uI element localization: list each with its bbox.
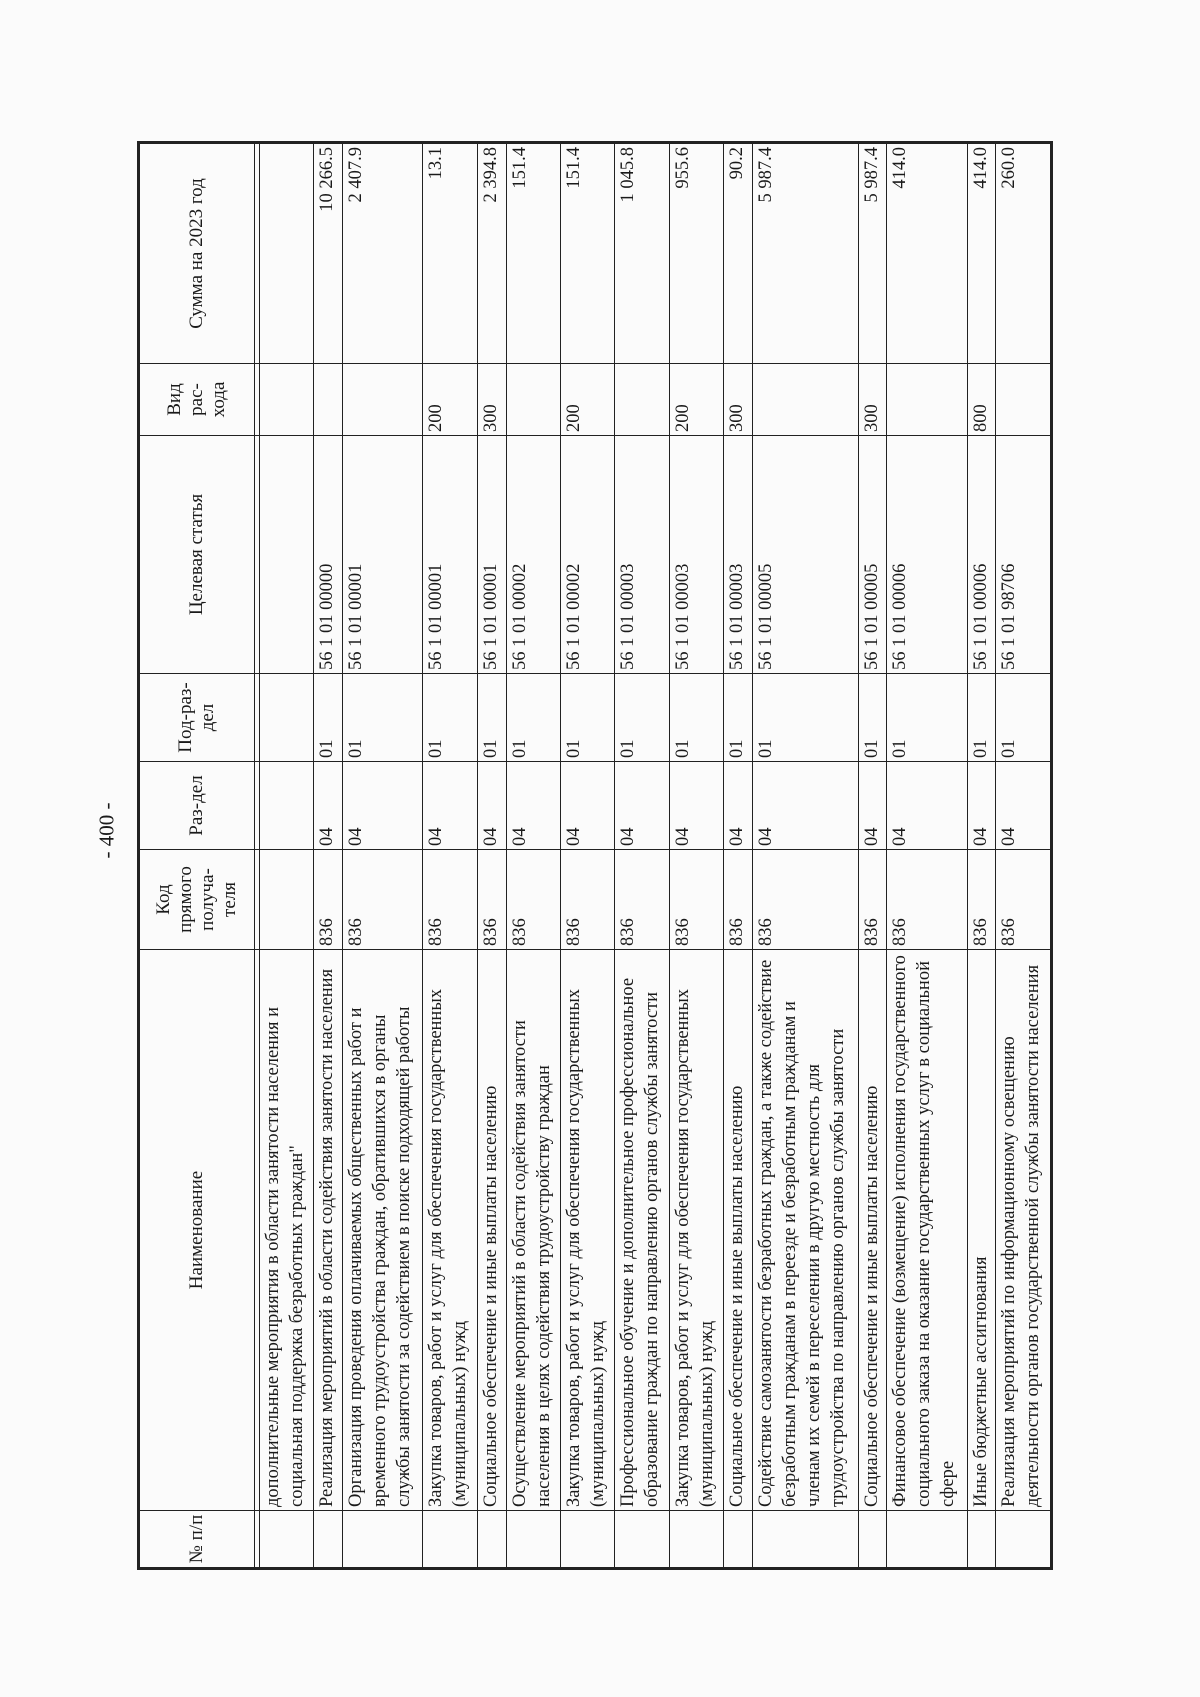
table-row: [967, 143, 996, 1569]
row-target-cell: 56 1 01 00001: [477, 436, 506, 674]
row-num-cell: [506, 1511, 560, 1569]
row-section-cell: 04: [615, 762, 669, 850]
row-expense-cell: [506, 364, 560, 436]
row-expense-cell: [753, 364, 859, 436]
row-section-cell: 04: [560, 762, 614, 850]
row-recipient-cell: 836: [560, 850, 614, 950]
row-name-cell: Социальное обеспечение и иные выплаты населению: [477, 950, 506, 1511]
row-sum-cell: 414.0: [967, 143, 996, 364]
row-target-cell: 56 1 01 00003: [724, 436, 753, 674]
row-subsection-cell: [260, 674, 314, 762]
row-sum-cell: 1 045.8: [615, 143, 669, 364]
table-row: [669, 143, 723, 1569]
row-target-cell: 56 1 01 98706: [996, 436, 1052, 674]
row-section-cell: 04: [314, 762, 343, 850]
row-name-cell: Иные бюджетные ассигнования: [967, 950, 996, 1511]
header-expense: Вид рас-хода: [139, 364, 255, 436]
row-target-cell: 56 1 01 00001: [423, 436, 477, 674]
row-sum-cell: 90.2: [724, 143, 753, 364]
row-target-cell: 56 1 01 00000: [314, 436, 343, 674]
row-subsection-cell: 01: [477, 674, 506, 762]
row-expense-cell: [887, 364, 967, 436]
row-subsection-cell: 01: [343, 674, 423, 762]
row-target-cell: 56 1 01 00005: [858, 436, 887, 674]
budget-table: [137, 141, 1053, 1570]
row-section-cell: 04: [669, 762, 723, 850]
row-num-cell: [858, 1511, 887, 1569]
row-sum-cell: 151.4: [560, 143, 614, 364]
row-num-cell: [477, 1511, 506, 1569]
header-row: [139, 143, 255, 1569]
header-recipient: Код прямого получа-теля: [139, 850, 255, 950]
row-sum-cell: [260, 143, 314, 364]
row-name-cell: Социальное обеспечение и иные выплаты населению: [724, 950, 753, 1511]
header-section: Раз-дел: [139, 762, 255, 850]
row-sum-cell: 260.0: [996, 143, 1052, 364]
row-num-cell: [669, 1511, 723, 1569]
table-row: [260, 143, 314, 1569]
row-subsection-cell: 01: [506, 674, 560, 762]
row-name-cell: Закупка товаров, работ и услуг для обеспечения государственных (муниципальных) нужд: [560, 950, 614, 1511]
table-row: [996, 143, 1052, 1569]
row-recipient-cell: 836: [887, 850, 967, 950]
row-recipient-cell: 836: [753, 850, 859, 950]
row-section-cell: 04: [423, 762, 477, 850]
row-sum-cell: 5 987.4: [858, 143, 887, 364]
row-recipient-cell: 836: [996, 850, 1052, 950]
row-recipient-cell: 836: [314, 850, 343, 950]
row-target-cell: 56 1 01 00006: [887, 436, 967, 674]
row-target-cell: 56 1 01 00003: [615, 436, 669, 674]
row-subsection-cell: 01: [423, 674, 477, 762]
row-name-cell: Закупка товаров, работ и услуг для обеспечения государственных (муниципальных) нужд: [669, 950, 723, 1511]
table-row: [314, 143, 343, 1569]
row-name-cell: Осуществление мероприятий в области содействия занятости населения в целях содействия трудоустройству граждан: [506, 950, 560, 1511]
row-name-cell: Социальное обеспечение и иные выплаты населению: [858, 950, 887, 1511]
table-row: [724, 143, 753, 1569]
row-num-cell: [314, 1511, 343, 1569]
row-subsection-cell: 01: [996, 674, 1052, 762]
row-target-cell: 56 1 01 00001: [343, 436, 423, 674]
table-row: [887, 143, 967, 1569]
row-recipient-cell: 836: [669, 850, 723, 950]
row-num-cell: [260, 1511, 314, 1569]
row-target-cell: [260, 436, 314, 674]
table-row: [560, 143, 614, 1569]
row-num-cell: [753, 1511, 859, 1569]
row-subsection-cell: 01: [724, 674, 753, 762]
row-section-cell: 04: [724, 762, 753, 850]
row-name-cell: Реализация мероприятий в области содействия занятости населения: [314, 950, 343, 1511]
row-num-cell: [724, 1511, 753, 1569]
row-subsection-cell: 01: [615, 674, 669, 762]
table-row: [858, 143, 887, 1569]
header-subsection: Под-раз-дел: [139, 674, 255, 762]
row-recipient-cell: 836: [967, 850, 996, 950]
row-section-cell: 04: [858, 762, 887, 850]
row-expense-cell: 200: [560, 364, 614, 436]
table-row: [423, 143, 477, 1569]
table-row: [506, 143, 560, 1569]
row-expense-cell: [615, 364, 669, 436]
row-name-cell: Организация проведения оплачиваемых общественных работ и временного трудоустройства граждан, обратившихся в органы службы занятости за содействием в поиске подходящей работы: [343, 950, 423, 1511]
row-recipient-cell: 836: [724, 850, 753, 950]
row-subsection-cell: 01: [858, 674, 887, 762]
row-section-cell: 04: [477, 762, 506, 850]
row-subsection-cell: 01: [967, 674, 996, 762]
row-name-cell: Реализация мероприятий по информационному освещению деятельности органов государственной службы занятости населения: [996, 950, 1052, 1511]
row-subsection-cell: 01: [753, 674, 859, 762]
row-section-cell: 04: [343, 762, 423, 850]
row-sum-cell: 13.1: [423, 143, 477, 364]
row-subsection-cell: 01: [669, 674, 723, 762]
row-target-cell: 56 1 01 00005: [753, 436, 859, 674]
row-expense-cell: 200: [669, 364, 723, 436]
row-recipient-cell: 836: [477, 850, 506, 950]
row-num-cell: [887, 1511, 967, 1569]
table-row: [753, 143, 859, 1569]
row-subsection-cell: 01: [887, 674, 967, 762]
table-row: [343, 143, 423, 1569]
row-expense-cell: 300: [724, 364, 753, 436]
row-name-cell: Закупка товаров, работ и услуг для обеспечения государственных (муниципальных) нужд: [423, 950, 477, 1511]
row-name-cell: Профессиональное обучение и дополнительное профессиональное образование граждан по направлению органов службы занятости: [615, 950, 669, 1511]
row-recipient-cell: 836: [506, 850, 560, 950]
row-recipient-cell: 836: [343, 850, 423, 950]
row-num-cell: [343, 1511, 423, 1569]
row-name-cell: Финансовое обеспечение (возмещение) исполнения государственного социального заказа на оказание государственных услуг в социальной сфере: [887, 950, 967, 1511]
row-expense-cell: 300: [477, 364, 506, 436]
row-section-cell: 04: [753, 762, 859, 850]
header-num: № п/п: [139, 1511, 255, 1569]
row-sum-cell: 955.6: [669, 143, 723, 364]
row-sum-cell: 10 266.5: [314, 143, 343, 364]
row-subsection-cell: 01: [560, 674, 614, 762]
row-expense-cell: 200: [423, 364, 477, 436]
row-target-cell: 56 1 01 00002: [506, 436, 560, 674]
row-section-cell: 04: [967, 762, 996, 850]
row-expense-cell: [314, 364, 343, 436]
row-expense-cell: 300: [858, 364, 887, 436]
row-target-cell: 56 1 01 00003: [669, 436, 723, 674]
row-section-cell: [260, 762, 314, 850]
row-sum-cell: 2 394.8: [477, 143, 506, 364]
row-name-cell: дополнительные мероприятия в области занятости населения и социальная поддержка безработных граждан": [260, 950, 314, 1511]
row-section-cell: 04: [887, 762, 967, 850]
row-expense-cell: [343, 364, 423, 436]
row-sum-cell: 5 987.4: [753, 143, 859, 364]
row-recipient-cell: 836: [615, 850, 669, 950]
table-body: [255, 143, 1052, 1569]
row-recipient-cell: 836: [423, 850, 477, 950]
row-sum-cell: 2 407.9: [343, 143, 423, 364]
row-sum-cell: 151.4: [506, 143, 560, 364]
row-num-cell: [967, 1511, 996, 1569]
header-sum: Сумма на 2023 год: [139, 143, 255, 364]
row-target-cell: 56 1 01 00006: [967, 436, 996, 674]
row-recipient-cell: 836: [858, 850, 887, 950]
row-sum-cell: 414.0: [887, 143, 967, 364]
row-name-cell: Содействие самозанятости безработных граждан, а также содействие безработным гражданам в переезде и безработным гражданам и членам их семей в переселении в другую местность для трудоустройства по направлению органов службы занятости: [753, 950, 859, 1511]
row-section-cell: 04: [996, 762, 1052, 850]
row-target-cell: 56 1 01 00002: [560, 436, 614, 674]
row-subsection-cell: 01: [314, 674, 343, 762]
row-num-cell: [560, 1511, 614, 1569]
header-target: Целевая статья: [139, 436, 255, 674]
row-expense-cell: 800: [967, 364, 996, 436]
table-row: [615, 143, 669, 1569]
row-num-cell: [996, 1511, 1052, 1569]
header-name: Наименование: [139, 950, 255, 1511]
row-recipient-cell: [260, 850, 314, 950]
rotated-table-wrapper: [137, 144, 1053, 1570]
table-row: [477, 143, 506, 1569]
row-expense-cell: [996, 364, 1052, 436]
row-num-cell: [615, 1511, 669, 1569]
page-number: - 400 -: [94, 802, 119, 859]
row-num-cell: [423, 1511, 477, 1569]
row-section-cell: 04: [506, 762, 560, 850]
row-expense-cell: [260, 364, 314, 436]
